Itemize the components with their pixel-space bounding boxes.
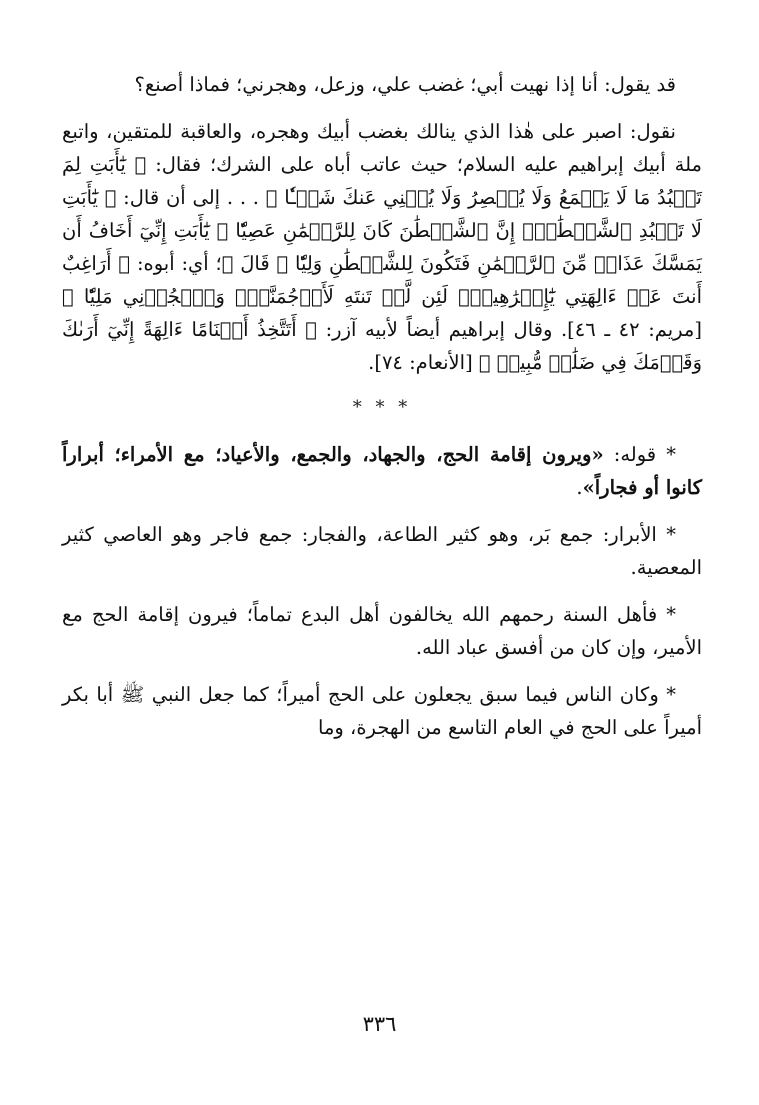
quote-text: «ويرون إقامة الحج، والجهاد، والجمع، والأعياد؛ مع الأمراء؛ أبراراً كانوا أو فجاراً» xyxy=(62,443,702,499)
paragraph-sunnah: * فأهل السنة رحمهم الله يخالفون أهل البدع تماماً؛ فيرون إقامة الحج مع الأمير، وإن كان من أفسق عباد الله. xyxy=(62,603,702,659)
paragraph-question: قد يقول: أنا إذا نهيت أبي؛ غضب علي، وزعل، وهجرني؛ فماذا أصنع؟ xyxy=(134,73,676,96)
page-body xyxy=(62,68,702,744)
quote-prefix: * قوله: xyxy=(603,443,676,466)
quote-suffix: . xyxy=(576,476,583,499)
section-separator: * * * xyxy=(352,397,412,418)
paragraph-quote xyxy=(62,438,702,504)
paragraph-hajj: * وكان الناس فيما سبق يجعلون على الحج أميراً؛ كما جعل النبي ﷺ أبا بكر أميراً على الحج في العام التاسع من الهجرة، وما xyxy=(62,683,702,739)
paragraph-answer: نقول: اصبر على هٰذا الذي ينالك بغضب أبيك وهجره، والعاقبة للمتقين، واتبع ملة أبيك إبراهيم عليه السلام؛ حيث عاتب أباه على الشرك؛ فقال: ﴿ يَٰٓأَبَتِ لِمَ تَعۡبُدُ مَا لَا يَسۡمَعُ وَلَا يُبۡصِرُ وَلَا يُغۡنِي عَنكَ شَيۡـٔٗا ﴾ . . . إلى أن قال: ﴿ يَٰٓأَبَتِ لَا تَعۡبُدِ ٱلشَّيۡطَٰنَۖ إِنَّ ٱلشَّيۡطَٰنَ كَانَ لِلرَّحۡمَٰنِ عَصِيّٗا ۞ يَٰٓأَبَتِ إِنِّيٓ أَخَافُ أَن يَمَسَّكَ عَذَابٞ مِّنَ ٱلرَّحۡمَٰنِ فَتَكُونَ لِلشَّيۡطَٰنِ وَلِيّٗا ۞ قَالَ ﴾؛ أي: أبوه: ﴿ أَرَاغِبٌ أَنتَ عَنۡ ءَالِهَتِي يَٰٓإِبۡرَٰهِيمُۖ لَئِن لَّمۡ تَنتَهِ لَأَرۡجُمَنَّكَۖ وَٱهۡجُرۡنِي مَلِيّٗا ﴾ [مريم: ٤٢ ـ ٤٦]. وقال إبراهيم أيضاً لأبيه آزر: ﴿ أَتَتَّخِذُ أَصۡنَامًا ءَالِهَةً إِنِّيٓ أَرَىٰكَ وَقَوۡمَكَ فِي ضَلَٰلٖ مُّبِينٖ ﴾ [الأنعام: ٧٤]. xyxy=(62,120,702,374)
page-number: ٣٣٦ xyxy=(362,1012,397,1036)
paragraph-definition: * الأبرار: جمع بَر، وهو كثير الطاعة، والفجار: جمع فاجر وهو العاصي كثير المعصية. xyxy=(62,523,702,579)
